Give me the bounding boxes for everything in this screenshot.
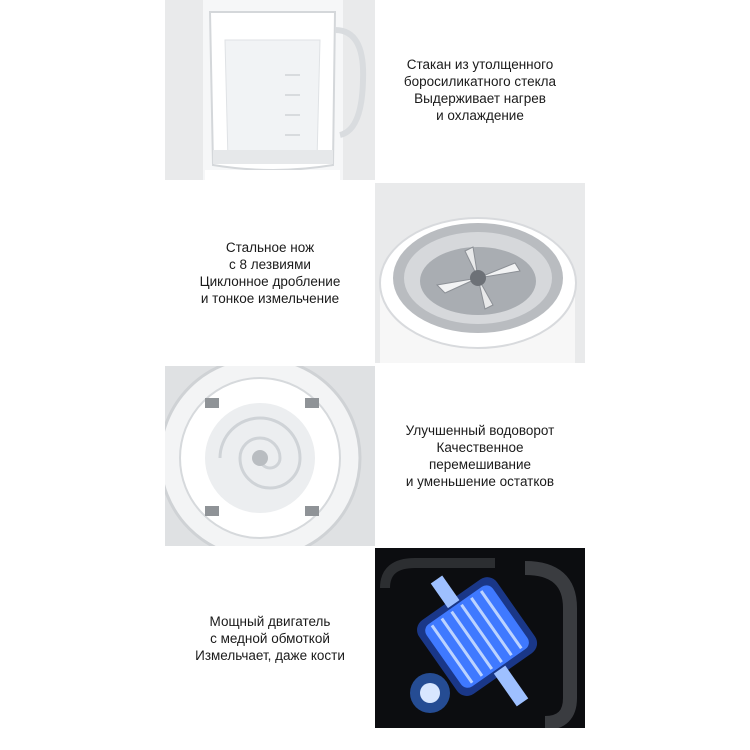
glass-jar-image	[165, 0, 375, 180]
steel-blade-image	[375, 183, 585, 363]
feature-line: Качественное	[436, 440, 524, 455]
feature-vortex	[375, 366, 585, 546]
feature-blade	[165, 183, 375, 363]
vortex-image	[165, 366, 375, 546]
feature-line: и тонкое измельчение	[200, 291, 340, 306]
feature-line: и уменьшение остатков	[405, 474, 555, 489]
motor-image	[375, 548, 585, 728]
feature-line: с медной обмоткой	[210, 630, 330, 646]
feature-line: Улучшенный водоворот	[405, 423, 555, 438]
feature-line: Мощный двигатель	[209, 613, 331, 629]
feature-line: Стакан из утолщенного	[406, 57, 554, 72]
feature-line: Циклонное дробление	[199, 274, 341, 289]
feature-line: перемешивание	[428, 457, 531, 472]
feature-line: Выдерживает нагрев	[414, 91, 546, 106]
feature-glass	[375, 0, 585, 180]
feature-line: Измельчает, даже кости	[195, 647, 345, 663]
feature-motor	[165, 548, 375, 728]
feature-line: боросиликатного стекла	[403, 74, 557, 89]
feature-line: с 8 лезвиями	[229, 257, 311, 272]
feature-line: и охлаждение	[436, 108, 524, 123]
feature-line: Стальное нож	[225, 240, 315, 255]
